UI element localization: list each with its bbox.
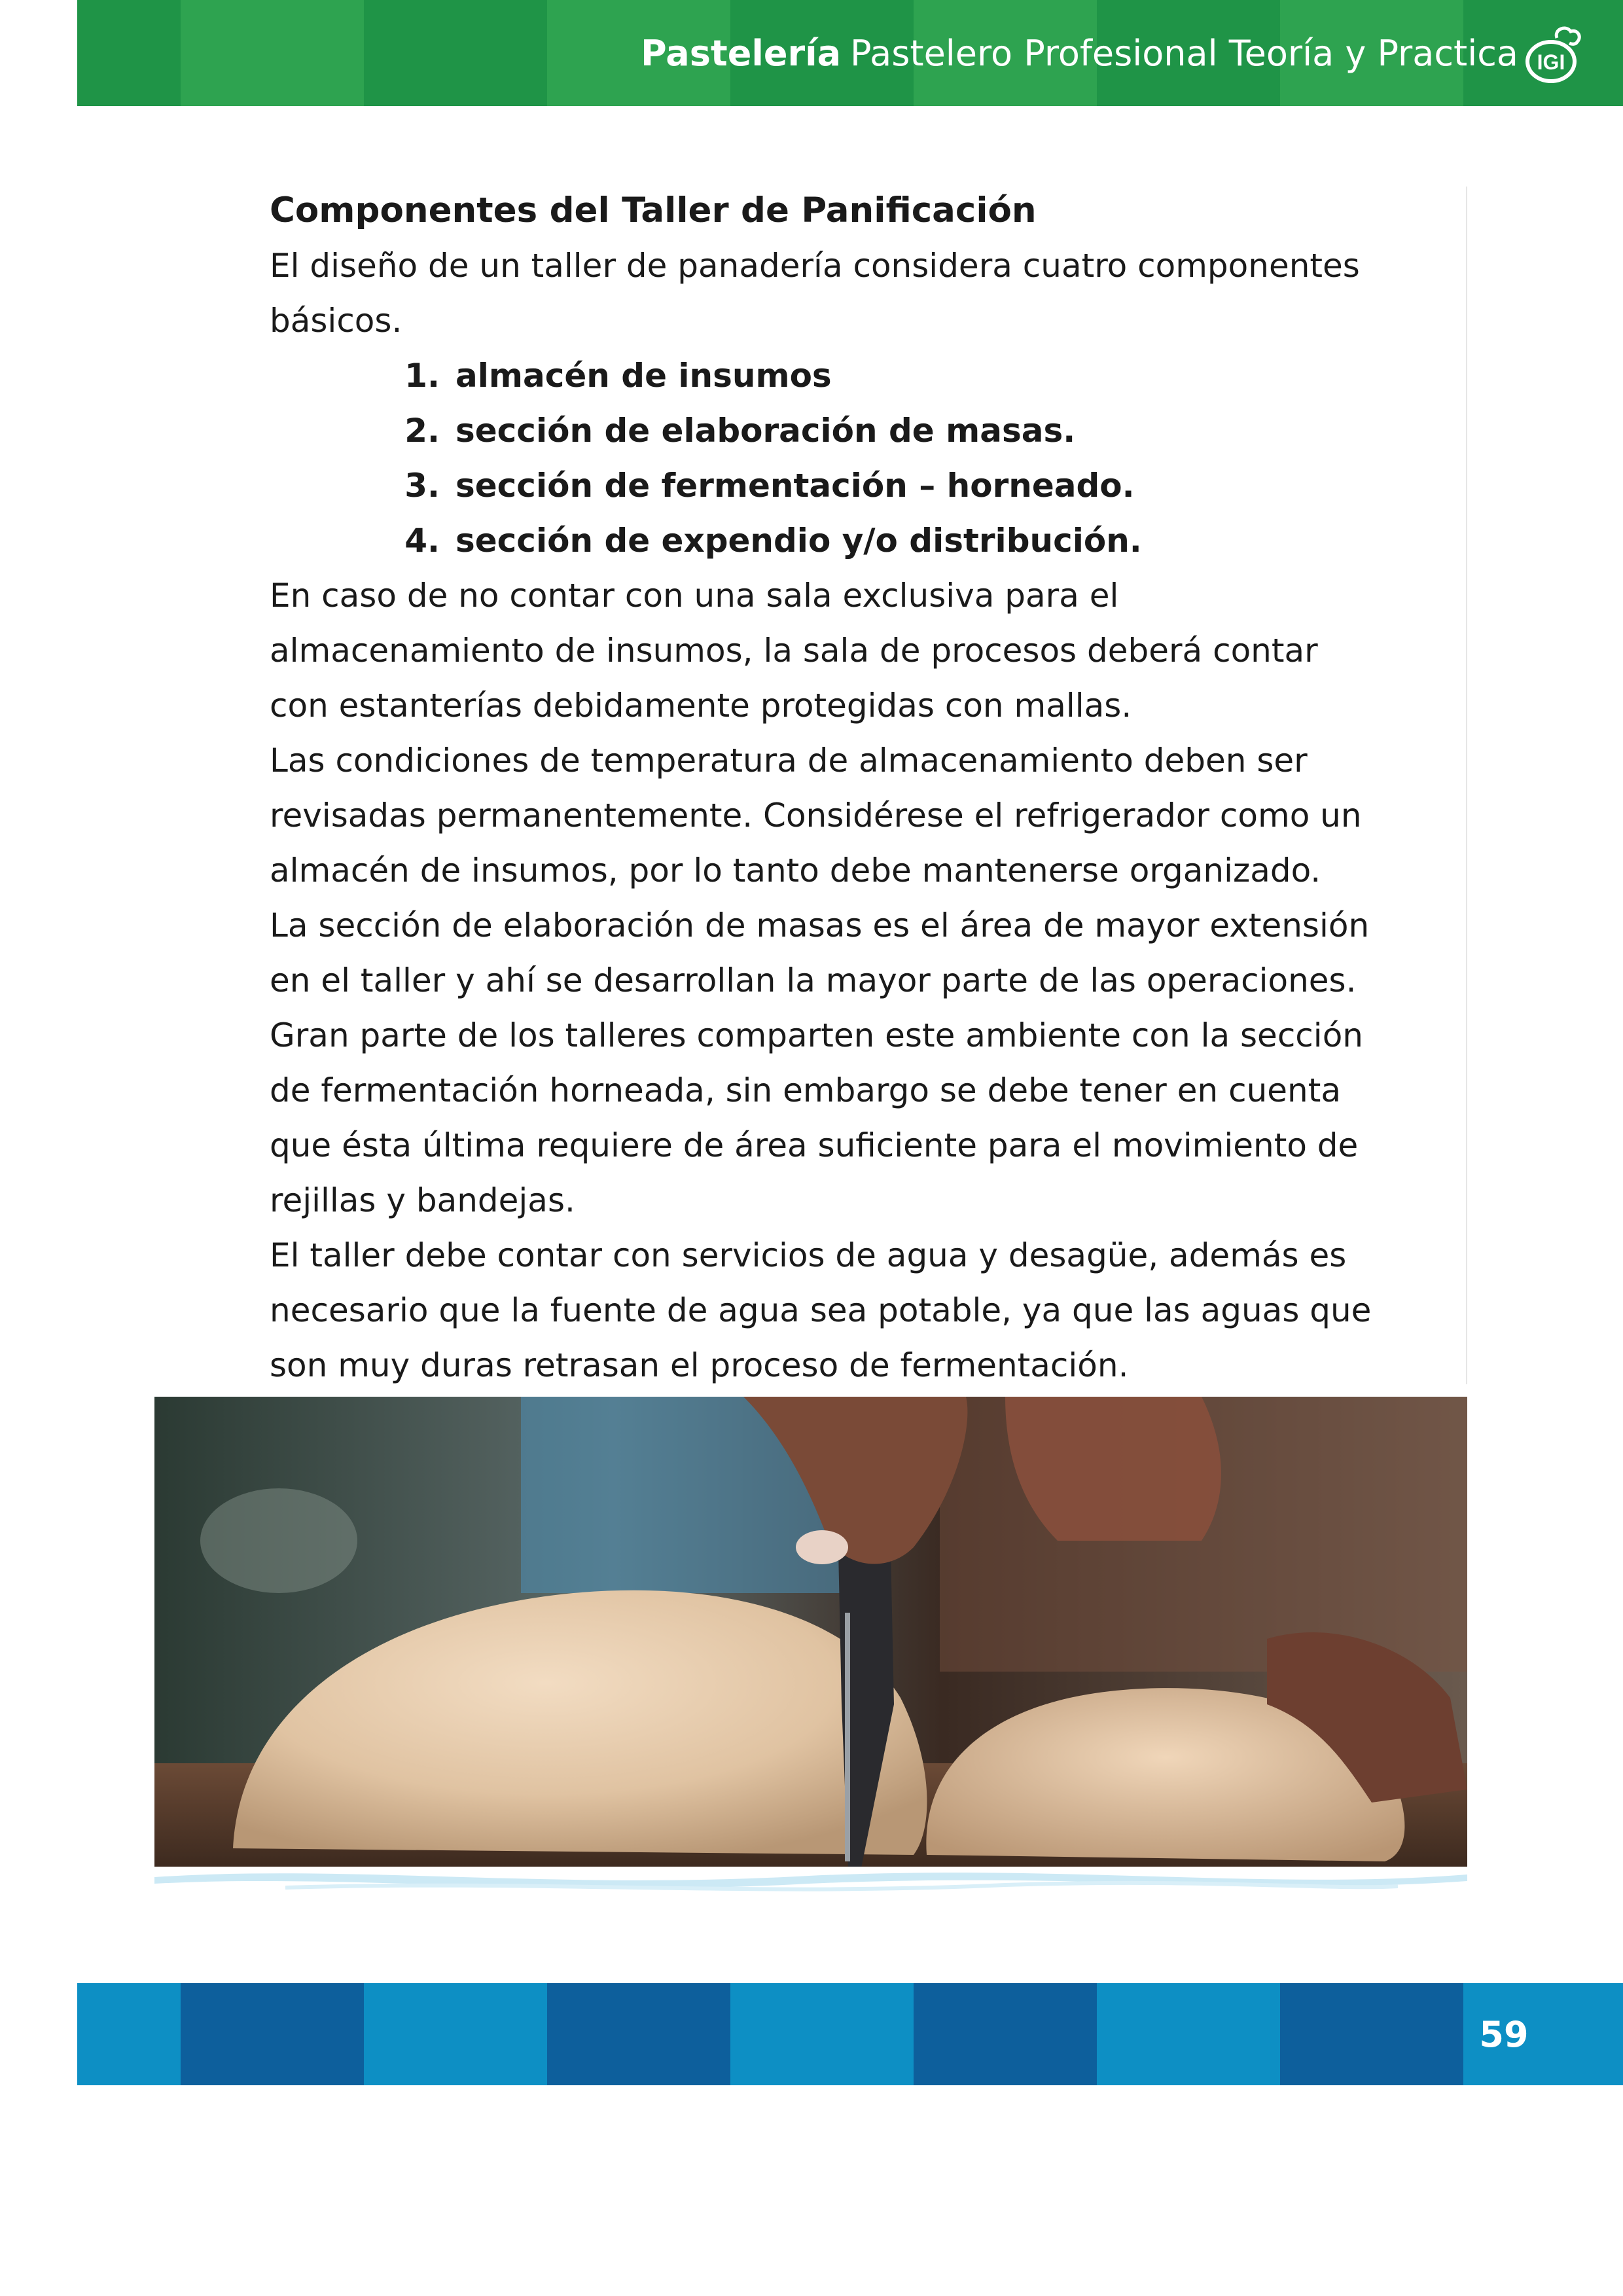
paragraph: La sección de elaboración de masas es el área de mayor extensión en el taller y ahí se desarrollan la mayor parte de las operaciones. Gran parte de los talleres comparten este ambiente con la sección de fermentación horneada, sin embargo se debe tener en cuenta que ésta última requiere de área suficiente para el movimiento de rejillas y bandejas. [270, 906, 1370, 1219]
list-item [270, 403, 1382, 458]
footer-block [181, 1983, 364, 2085]
logo-text: IGI [1537, 50, 1565, 74]
components-list [270, 348, 1382, 568]
page-number: 59 [1479, 2013, 1529, 2055]
header-title-bold: Pastelería [641, 32, 842, 74]
paragraph: En caso de no contar con una sala exclusiva para el almacenamiento de insumos, la sala de procesos deberá contar con estanterías debidamente protegidas con mallas. [270, 577, 1318, 725]
footer-block [1280, 1983, 1463, 2085]
footer-block [547, 1983, 730, 2085]
paragraph: Las condiciones de temperatura de almacenamiento deben ser revisadas permanentemente. Considérese el refrigerador como un almacén de insumos, por lo tanto debe mantenerse organizado. [270, 742, 1362, 889]
header-block [181, 0, 364, 106]
list-number: 2. [404, 412, 440, 450]
footer-block [914, 1983, 1097, 2085]
list-number: 4. [404, 522, 440, 560]
intro-paragraph: El diseño de un taller de panadería considera cuatro componentes básicos. [270, 247, 1360, 340]
header-title [641, 0, 1518, 106]
bread-cutting-photo [154, 1397, 1467, 1867]
list-item [270, 513, 1382, 568]
footer-band [77, 1983, 1623, 2085]
list-text: sección de expendio y/o distribución. [455, 522, 1142, 560]
list-text: almacén de insumos [455, 357, 832, 395]
list-number: 1. [404, 357, 440, 395]
section-heading: Componentes del Taller de Panificación [270, 190, 1037, 230]
footer-block [1097, 1983, 1280, 2085]
content-edge-line [1466, 187, 1467, 1384]
bread-photo-illustration [154, 1397, 1467, 1867]
list-number: 3. [404, 467, 440, 505]
decorative-wave [154, 1864, 1467, 1903]
list-text: sección de elaboración de masas. [455, 412, 1076, 450]
header-title-rest: Pastelero Profesional Teoría y Practica [850, 32, 1518, 74]
list-item [270, 458, 1382, 513]
footer-block [364, 1983, 547, 2085]
igi-logo-icon [1521, 24, 1584, 86]
list-text: sección de fermentación – horneado. [455, 467, 1135, 505]
footer-block [730, 1983, 914, 2085]
header-block [77, 0, 181, 106]
header-block [364, 0, 547, 106]
footer-block [77, 1983, 181, 2085]
paragraph: El taller debe contar con servicios de agua y desagüe, además es necesario que la fuente de agua sea potable, ya que las aguas que son muy duras retrasan el proceso de fermentación. [270, 1236, 1372, 1384]
main-content [270, 183, 1382, 1393]
list-item [270, 348, 1382, 403]
